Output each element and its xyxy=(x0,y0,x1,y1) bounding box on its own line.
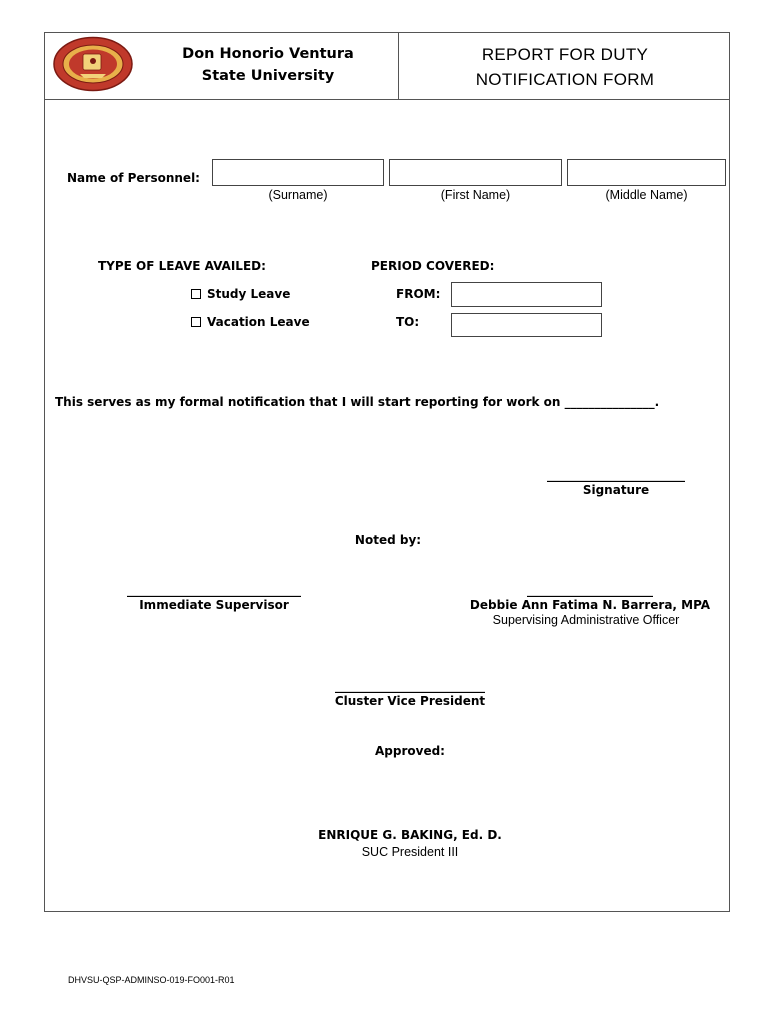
vacation-leave-checkbox[interactable] xyxy=(191,317,201,327)
middle-name-field[interactable] xyxy=(567,159,726,186)
period-covered-label: PERIOD COVERED: xyxy=(371,259,495,273)
vacation-leave-label: Vacation Leave xyxy=(207,315,310,329)
signature-line[interactable]: _______________________ xyxy=(547,468,685,482)
study-leave-option[interactable] xyxy=(191,287,290,301)
type-of-leave-label: TYPE OF LEAVE AVAILED: xyxy=(98,259,266,273)
header-divider xyxy=(398,32,399,100)
study-leave-label: Study Leave xyxy=(207,287,291,301)
admin-officer-name: Debbie Ann Fatima N. Barrera, MPA xyxy=(469,598,711,612)
form-code: DHVSU-QSP-ADMINSO-019-FO001-R01 xyxy=(68,975,235,985)
form-title-line2: NOTIFICATION FORM xyxy=(475,70,655,89)
from-label: FROM: xyxy=(396,287,441,301)
noted-by-label: Noted by: xyxy=(354,533,422,547)
to-label: TO: xyxy=(396,315,420,329)
university-name xyxy=(150,43,386,87)
president-name: ENRIQUE G. BAKING, Ed. D. xyxy=(318,828,502,842)
signature-label: Signature xyxy=(582,483,650,497)
study-leave-checkbox[interactable] xyxy=(191,289,201,299)
surname-caption: (Surname) xyxy=(268,188,328,202)
university-seal-icon xyxy=(52,36,134,92)
surname-field[interactable] xyxy=(212,159,384,186)
approved-label: Approved: xyxy=(375,744,445,758)
first-name-field[interactable] xyxy=(389,159,562,186)
notification-statement: This serves as my formal notification that I will start reporting for work on _______________. xyxy=(55,395,660,409)
from-date-field[interactable] xyxy=(451,282,602,307)
vacation-leave-option[interactable] xyxy=(191,315,310,329)
vice-president-label: Cluster Vice President xyxy=(334,694,486,708)
admin-officer-title: Supervising Administrative Officer xyxy=(492,613,680,627)
admin-officer-signature-line[interactable]: _____________________ xyxy=(527,583,653,597)
president-title: SUC President III xyxy=(361,845,459,859)
university-name-line2: State University xyxy=(201,68,335,84)
first-name-caption: (First Name) xyxy=(440,188,511,202)
supervisor-signature-line[interactable]: _____________________________ xyxy=(127,583,301,597)
name-of-personnel-label: Name of Personnel: xyxy=(67,171,200,185)
form-title xyxy=(400,42,730,92)
supervisor-label: Immediate Supervisor xyxy=(139,598,289,612)
vice-president-signature-line[interactable]: _________________________ xyxy=(335,679,485,693)
form-title-line1: REPORT FOR DUTY xyxy=(481,45,649,64)
university-name-line1: Don Honorio Ventura xyxy=(182,46,354,62)
to-date-field[interactable] xyxy=(451,313,602,337)
middle-name-caption: (Middle Name) xyxy=(605,188,688,202)
